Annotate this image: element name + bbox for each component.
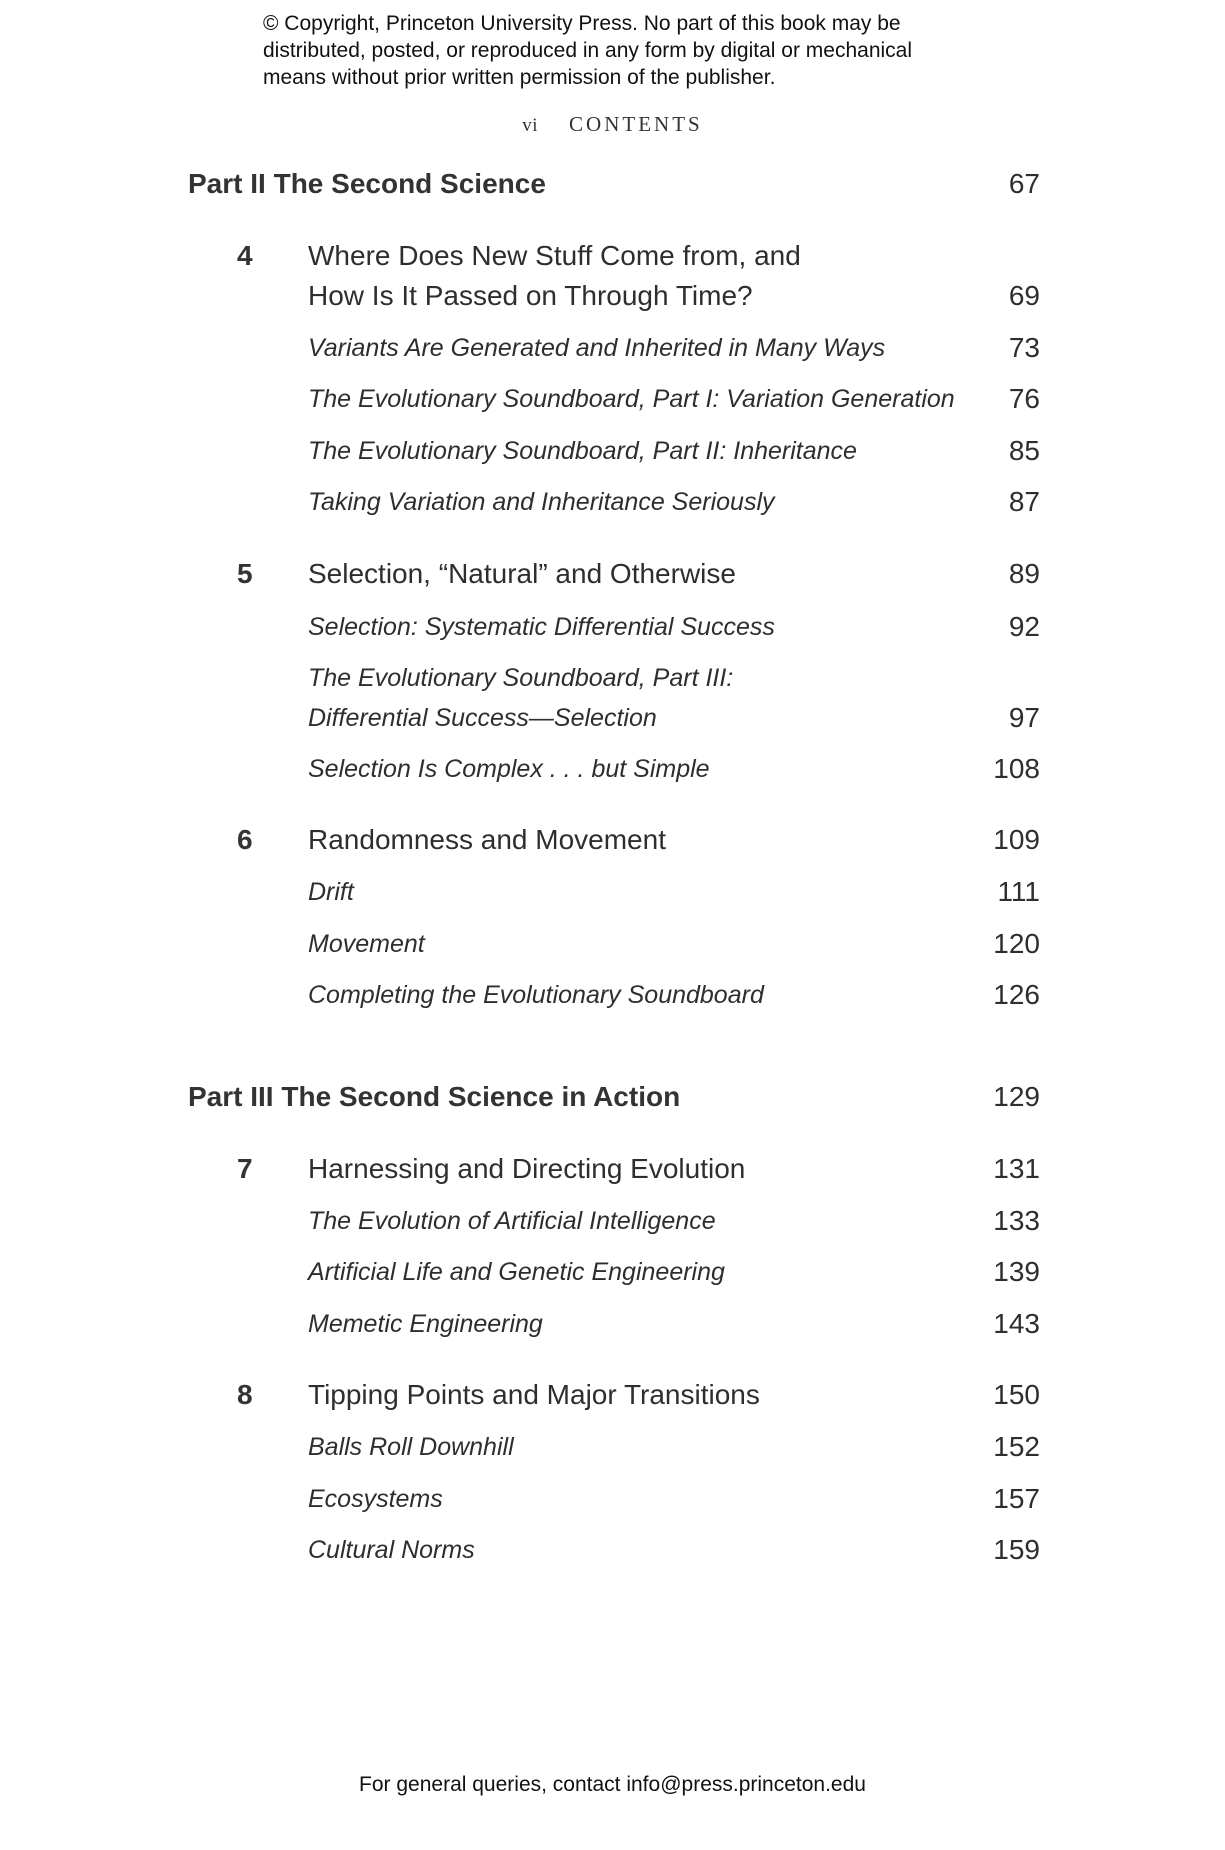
footer-contact: For general queries, contact info@press.princeton.edu	[359, 1773, 866, 1796]
chapter-7-title: Harnessing and Directing Evolution	[308, 1153, 746, 1184]
section-page: 139	[993, 1256, 1040, 1287]
section-page: 143	[993, 1308, 1040, 1339]
part-3-title: Part III The Second Science in Action	[188, 1081, 681, 1112]
section-title: Movement	[308, 930, 425, 958]
running-head-title: CONTENTS	[569, 112, 703, 136]
section-title-line-2: Differential Success—Selection	[308, 704, 657, 732]
section-title: Variants Are Generated and Inherited in Many Ways	[308, 334, 886, 362]
chapter-5-title: Selection, “Natural” and Otherwise	[308, 558, 736, 589]
section-page: 76	[1008, 383, 1040, 414]
copyright-line-1: © Copyright, Princeton University Press. No part of this book may be	[263, 12, 901, 35]
section-page: 120	[993, 928, 1040, 959]
copyright-line-2: distributed, posted, or reproduced in any form by digital or mechanical	[263, 39, 913, 62]
section-page: 126	[993, 979, 1040, 1010]
chapter-6-page: 109	[993, 824, 1040, 855]
section-page: 157	[993, 1483, 1040, 1514]
section-title: Selection: Systematic Differential Success	[308, 613, 775, 641]
chapter-5-number: 5	[237, 558, 253, 589]
copyright-notice	[263, 10, 1023, 91]
section-page: 92	[1008, 611, 1040, 642]
chapter-4-title-line-1: Where Does New Stuff Come from, and	[308, 240, 801, 271]
chapter-5-page: 89	[1008, 558, 1040, 589]
copyright-line-3: means without prior written permission of the publisher.	[263, 66, 776, 89]
section-title: Balls Roll Downhill	[308, 1433, 514, 1461]
chapter-4-number: 4	[237, 240, 253, 271]
section-title-line-1: The Evolutionary Soundboard, Part III:	[308, 664, 734, 692]
section-page: 85	[1008, 435, 1040, 466]
section-title: The Evolutionary Soundboard, Part II: Inheritance	[308, 437, 857, 465]
section-page: 73	[1008, 332, 1040, 363]
section-page: 87	[1008, 486, 1040, 517]
part-3-page: 129	[993, 1081, 1040, 1112]
section-page: 159	[993, 1534, 1040, 1565]
chapter-8-number: 8	[237, 1379, 253, 1410]
section-page: 152	[993, 1431, 1040, 1462]
section-title: Ecosystems	[308, 1485, 443, 1513]
chapter-7-page: 131	[993, 1153, 1040, 1184]
chapter-4-title-line-2: How Is It Passed on Through Time?	[308, 280, 753, 311]
section-page: 111	[997, 876, 1040, 907]
chapter-4-page: 69	[1008, 280, 1040, 311]
chapter-8-title: Tipping Points and Major Transitions	[308, 1379, 760, 1410]
section-page: 97	[1008, 702, 1040, 733]
section-title: Selection Is Complex . . . but Simple	[308, 755, 710, 783]
part-2-page: 67	[1008, 168, 1040, 199]
chapter-8-page: 150	[993, 1379, 1040, 1410]
running-head	[0, 112, 1225, 137]
section-title: The Evolution of Artificial Intelligence	[308, 1207, 716, 1235]
page-folio: vi	[522, 115, 539, 136]
section-title: Drift	[308, 878, 354, 906]
section-title: Memetic Engineering	[308, 1310, 543, 1338]
section-title: Taking Variation and Inheritance Seriously	[308, 488, 775, 516]
section-title: The Evolutionary Soundboard, Part I: Variation Generation	[308, 385, 955, 413]
section-page: 133	[993, 1205, 1040, 1236]
section-page: 108	[993, 753, 1040, 784]
section-title: Cultural Norms	[308, 1536, 475, 1564]
chapter-7-number: 7	[237, 1153, 253, 1184]
chapter-6-title: Randomness and Movement	[308, 824, 666, 855]
section-title: Completing the Evolutionary Soundboard	[308, 981, 764, 1009]
section-title: Artificial Life and Genetic Engineering	[308, 1258, 725, 1286]
chapter-6-number: 6	[237, 824, 253, 855]
part-2-title: Part II The Second Science	[188, 168, 546, 199]
